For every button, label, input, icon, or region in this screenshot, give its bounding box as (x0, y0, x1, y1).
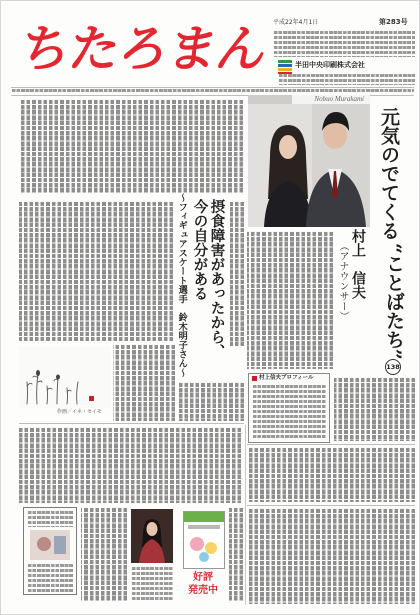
article-text-block (113, 344, 175, 421)
event-ad-text (27, 511, 73, 527)
section-rule (247, 444, 415, 445)
murakami-photo (248, 95, 370, 227)
photo-label: Nobuo Murakami (292, 95, 370, 104)
masthead-rule (11, 87, 414, 88)
masthead-info-text (273, 31, 415, 57)
article-text-block (334, 377, 415, 441)
issue-number: 第283号 (379, 18, 408, 26)
illustration-credit: 作画／イネ・セイモ (57, 409, 102, 415)
article-text-block (247, 231, 333, 369)
section-rule (19, 423, 244, 424)
article-text-block (19, 427, 241, 503)
article-text-block (177, 382, 244, 421)
square-bullet-icon (252, 376, 257, 381)
series-title: 元気のでてくる (378, 107, 400, 240)
book-ad-badge-line2: 発売中 (188, 585, 218, 596)
profile-heading (252, 376, 313, 382)
publisher-logo-icon (278, 59, 292, 73)
ink-illustration (19, 346, 111, 408)
suzuki-headline-line1: 摂食障害があったから、 (208, 199, 226, 359)
series-subtitle: “ことばたち” (383, 243, 405, 360)
event-ad-text (27, 564, 73, 592)
event-ad-box (23, 507, 77, 595)
article-text-block (19, 99, 243, 193)
masthead-strip-text (11, 89, 414, 94)
skater-photo (131, 509, 173, 563)
section-rule (247, 505, 415, 506)
suzuki-headline-line2: 今の自分がある (191, 199, 209, 301)
profile-heading-text: 村上信夫プロフィール (259, 375, 314, 381)
event-ad-image (30, 530, 70, 560)
article-text-block (247, 447, 415, 502)
interviewee-role: （アナウンサー） (337, 241, 348, 321)
article-text-block (247, 508, 415, 604)
article-text-block (230, 201, 244, 346)
publisher-address-text (278, 74, 415, 85)
masthead-title: ちたろまん (15, 20, 271, 78)
article-text-block (19, 201, 173, 341)
book-cover (183, 511, 225, 569)
article-text-block (229, 507, 243, 601)
profile-box (248, 373, 330, 443)
publisher-name: 半田中央印刷株式会社 (295, 61, 365, 69)
photo-caption-text (131, 567, 173, 601)
interviewee-name: 村上 信夫 (350, 229, 366, 299)
column-rule (245, 425, 246, 605)
issue-date: 平成22年4月1日 (273, 19, 319, 26)
article-text-block (81, 507, 127, 601)
suzuki-subtitle: ～フィギュアスケート選手 鈴木明子さん～ (176, 193, 188, 377)
book-ad-badge-line1: 好評 (193, 572, 213, 583)
profile-text (252, 385, 326, 440)
series-number-badge: 138 (385, 359, 401, 375)
